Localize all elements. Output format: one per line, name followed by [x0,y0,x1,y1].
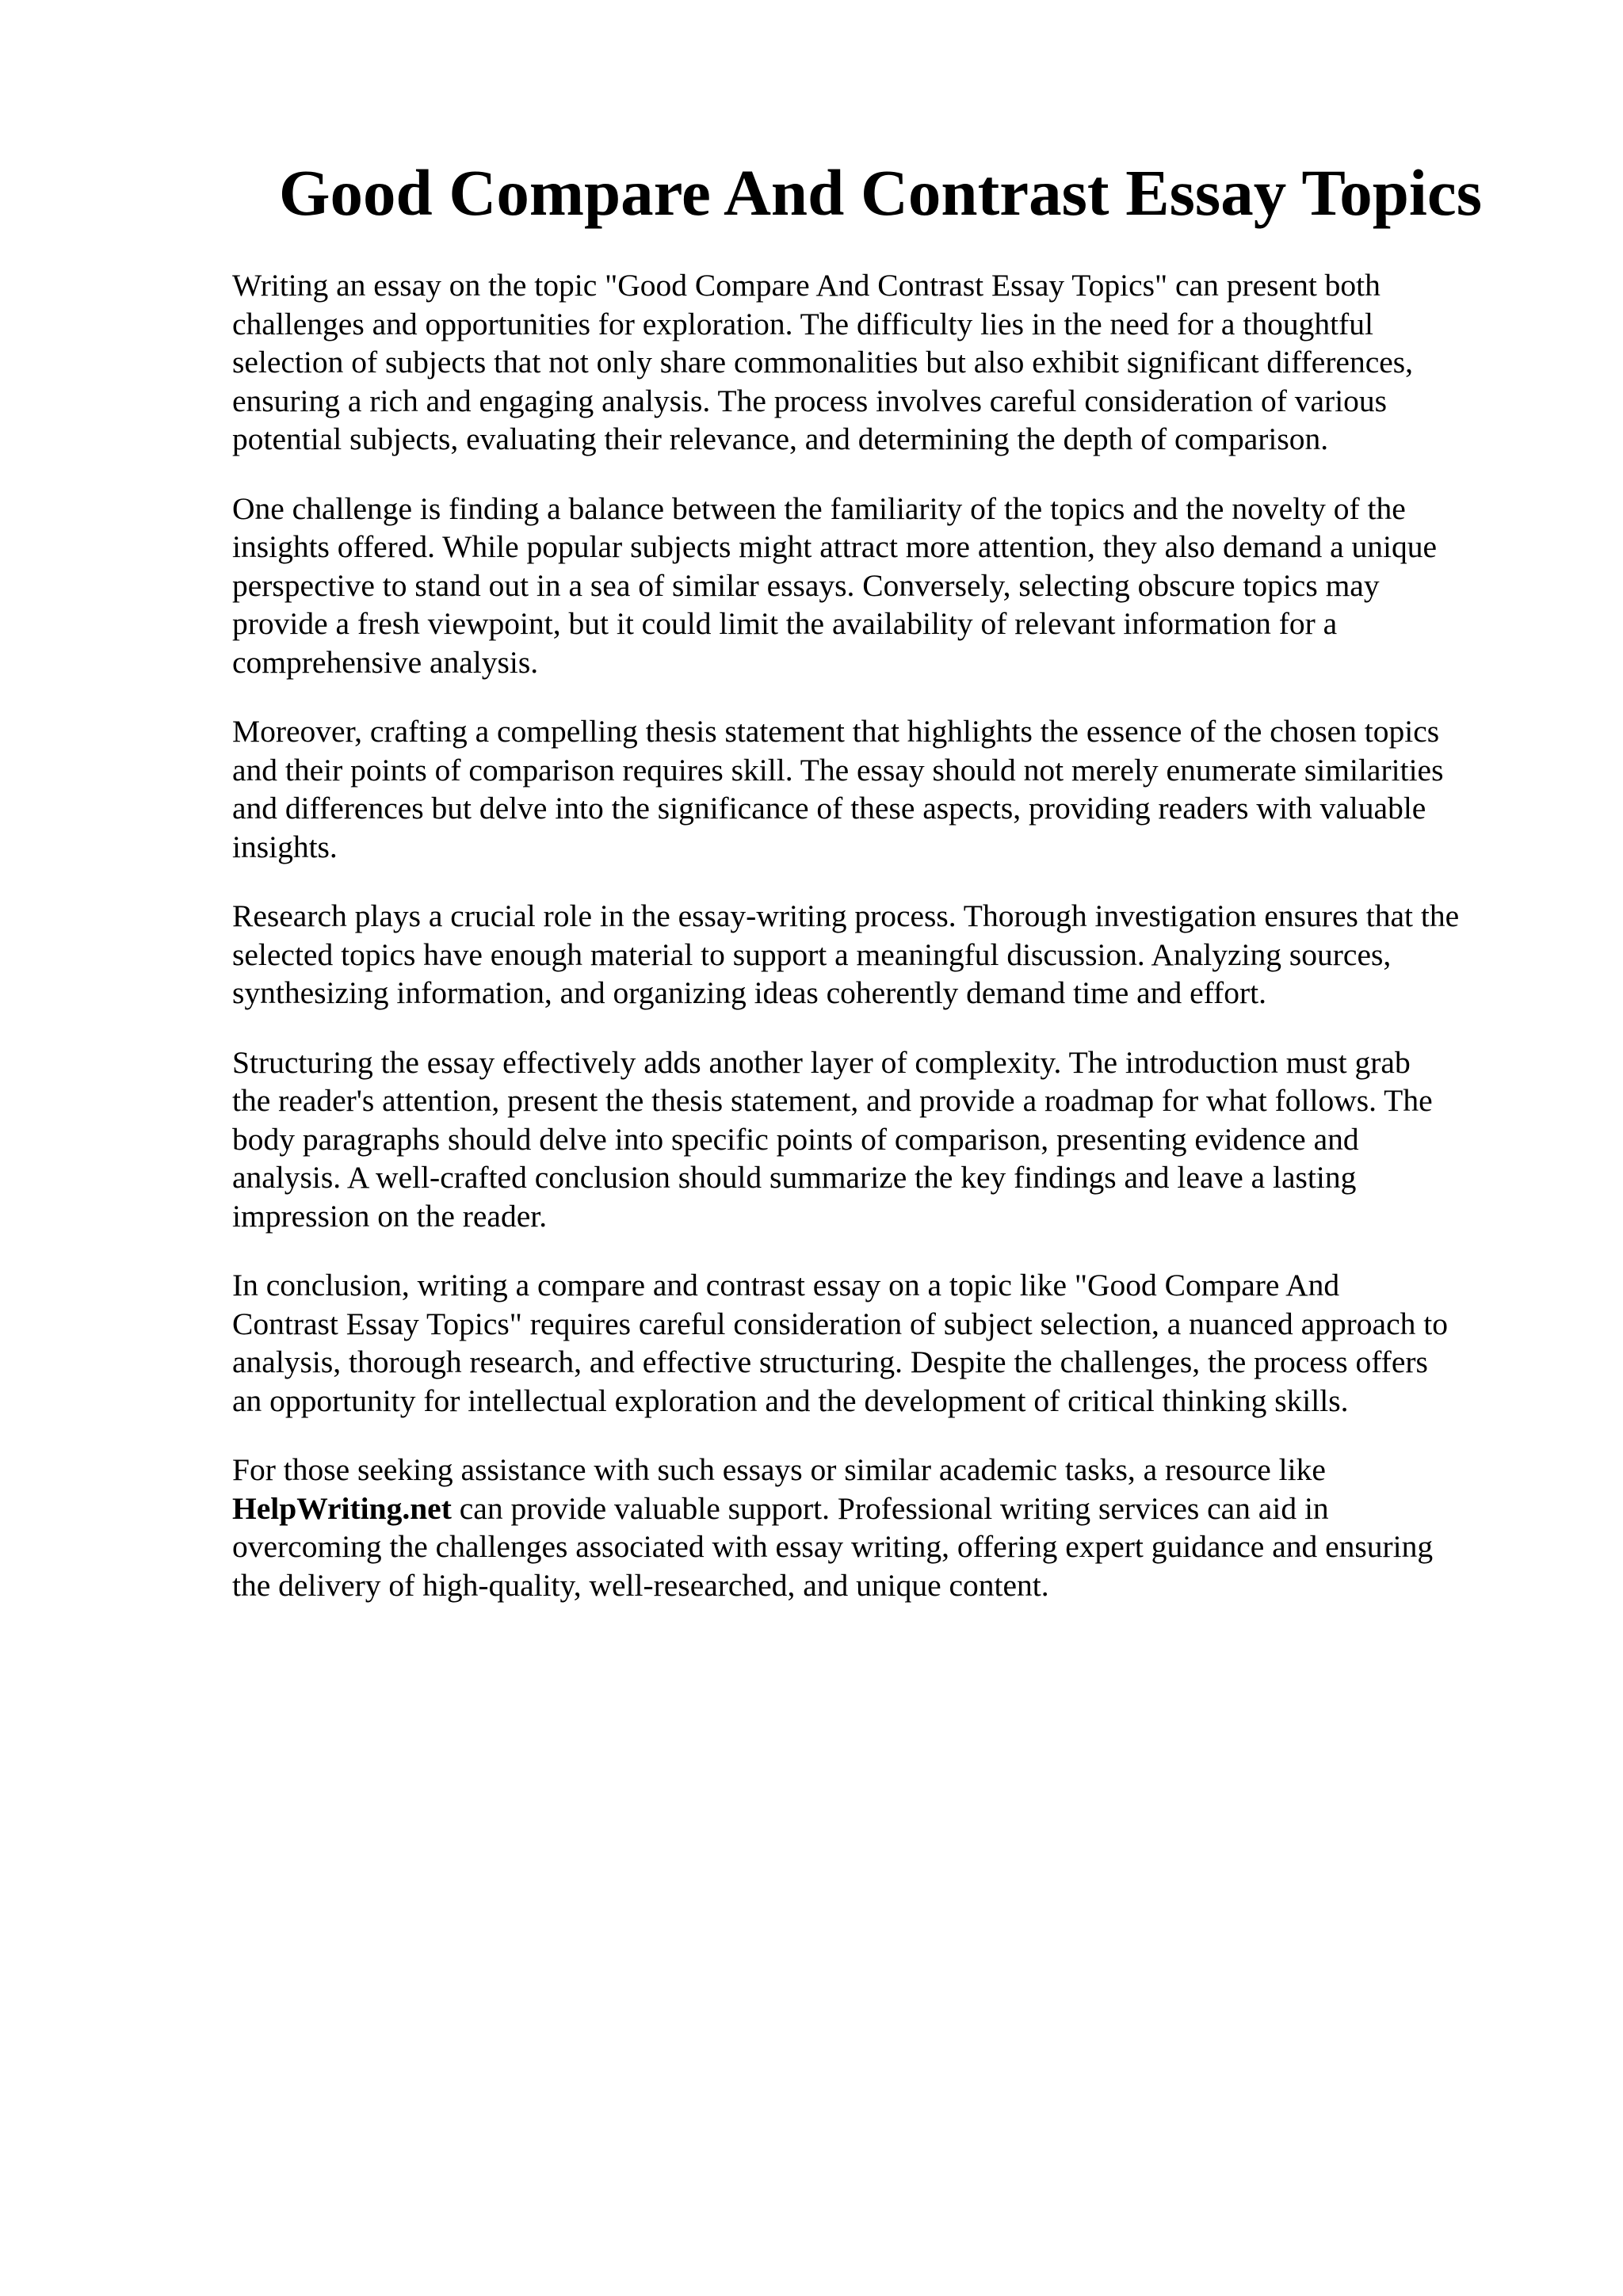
paragraph-line: For those seeking assistance with such essays or similar academic tasks, a resource like [232,1452,1326,1487]
paragraph-line: selected topics have enough material to support a meaningful discussion. Analyzing sources, [232,936,1392,972]
paragraph-research [232,897,1532,1013]
paragraph-line: Research plays a crucial role in the essay-writing process. Thorough investigation ensures that the [232,898,1460,933]
paragraph-structure [232,1043,1532,1236]
paragraph-line: Structuring the essay effectively adds another layer of complexity. The introduction must grab [232,1044,1411,1080]
paragraph-line: an opportunity for intellectual exploration and the development of critical thinking skills. [232,1383,1349,1418]
paragraph-line: the delivery of high-quality, well-researched, and unique content. [232,1567,1049,1603]
paragraph-line: comprehensive analysis. [232,644,539,680]
paragraph-line: impression on the reader. [232,1198,548,1234]
paragraph-line: insights offered. While popular subjects might attract more attention, they also demand a unique [232,529,1437,564]
document-title: Good Compare And Contrast Essay Topics [278,156,1483,229]
paragraph-closing [232,1451,1532,1604]
paragraph-line: body paragraphs should delve into specific points of comparison, presenting evidence and [232,1121,1359,1157]
paragraph-conclusion [232,1266,1532,1420]
paragraph-line: analysis, thorough research, and effective structuring. Despite the challenges, the process offers [232,1344,1428,1379]
paragraph-line: In conclusion, writing a compare and contrast essay on a topic like "Good Compare And [232,1268,1340,1302]
paragraph-line: the reader's attention, present the thesis statement, and provide a roadmap for what follows. The [232,1083,1433,1118]
paragraph-line: selection of subjects that not only share commonalities but also exhibit significant differences, [232,345,1414,379]
paragraph-line: overcoming the challenges associated with essay writing, offering expert guidance and ensuring [232,1529,1434,1564]
paragraph-line: Moreover, crafting a compelling thesis statement that highlights the essence of the chosen topics [232,714,1440,749]
paragraph-line: analysis. A well-crafted conclusion should summarize the key findings and leave a lasting [232,1160,1357,1195]
paragraph-line-with-brand [232,1489,1532,1528]
paragraph-line: ensuring a rich and engaging analysis. The process involves careful consideration of various [232,383,1388,418]
paragraph-line: insights. [232,829,338,864]
paragraph-line: perspective to stand out in a sea of similar essays. Conversely, selecting obscure topics may [232,567,1380,603]
document-body [232,266,1532,1635]
paragraph-line: synthesizing information, and organizing ideas coherently demand time and effort. [232,975,1266,1010]
paragraph-line: One challenge is finding a balance between the familiarity of the topics and the novelty of the [232,490,1406,526]
paragraph-line: Contrast Essay Topics" requires careful consideration of subject selection, a nuanced approach to [232,1306,1448,1341]
paragraph-line-rest: can provide valuable support. Professional writing services can aid in [451,1490,1329,1526]
paragraph-line: and differences but delve into the significance of these aspects, providing readers with valuable [232,791,1426,826]
brand-name: HelpWriting.net [232,1490,452,1526]
paragraph-line: challenges and opportunities for exploration. The difficulty lies in the need for a thoughtful [232,306,1373,341]
paragraph-balance [232,490,1532,682]
paragraph-thesis [232,712,1532,866]
paragraph-line: Writing an essay on the topic "Good Compare And Contrast Essay Topics" can present both [232,268,1381,303]
paragraph-line: provide a fresh viewpoint, but it could limit the availability of relevant information for a [232,606,1338,641]
paragraph-intro [232,266,1532,459]
paragraph-line: potential subjects, evaluating their relevance, and determining the depth of comparison. [232,421,1329,456]
paragraph-line: and their points of comparison requires skill. The essay should not merely enumerate similarities [232,752,1444,788]
